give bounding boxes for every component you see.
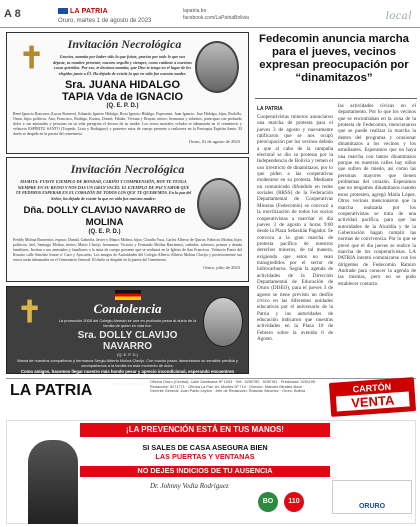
article-column-2: las actividades cívicas en el departamento. Por lo que los vecinos que se encontraban en la zona de la protesta de Fedecomin, mencionaron que se puede realizar la marcha la dentro del programa y ocasionar dinamitazos a los vecinos y los estudiantes. Esperamos que no haya una marcha con tantos dinamitazos porque en nuestras calles hay niños que sufren de miedo, así como las personas mayores que tienen problemas del corazón. Esperamos que no tengamos dinamitazos cuando estos protesten, agregó María López. Otros vecinos mencionaron que la marcha realizada por los cooperativistas se trata de una actividad pacífica, para que las autoridades de la Alcaldía y de la Gobernación hagan cumplir las normas de convivencia. Por lo que se prevé que el día jueves se realice la marcha de los cooperativistas. LA PATRIA intentó comunicarse con los dirigentes de Fedecomin Ramiro Andrade para conocer la agenda de las mismas, pero no se pudo establecer contacto. [338, 103, 416, 287]
rip-label: (Q. E. P. D.) [88, 229, 121, 235]
obituary-title: Invitación Necrológica [70, 162, 185, 176]
page-number: A 8 [4, 8, 21, 20]
obituary-body: Freddy Molina Barrientos, esposo; Dannil, Gabriela, Javier y Mauro Molina, hijos; Claudia Vaca, Carlos Alberto de Quiroz, Fabricio Molina, hijos políticos; Jael, Santiago Molina, nietos; Mario Clavijo, hermanos; Victoria y Fernando Molina Barrientos, cuñados; sobrinos, primos y demás familiares. Invitan a sus amistades y familiares a la misa de cuerpo presente que se realizará en la Iglesia de San Francisco. Velatorio Paseo del Rosario calle Sánchez Iriarte e/ Caro y Ayacucho. Los amigos de Autoridades del Colegio Alberto Alberto Molina Clavijo y posteriormente sus restos serán inhumados en el Cementerio General. El duelo se despide en la puerta del Cementerio. [13, 238, 242, 262]
obituary-verse: Gracias, mamita por haber sido la que fuiste, gracias por todo lo que nos dejaste, tu nombre presente, nuestro orgullo y siempre, como cuidaste a nuestras cosas queridas. Por eso, te decimos mamita, que Dios te tenga en el lugar de los elegidos junto a Él. Ha dejado de existir la que en vida fue nuestra madre. [53, 54, 192, 76]
school-crest-icon [115, 290, 141, 300]
condolence-date: Oruro, julio de 2023 [110, 380, 145, 386]
section-label: local [385, 8, 412, 22]
rip-label: (Q. E. P. D.) [106, 103, 139, 109]
condolence-title: Condolencia [93, 301, 162, 316]
social-link-web[interactable]: lapatria.bo [183, 8, 207, 14]
condolence-notice [6, 286, 249, 386]
footer-logo: LA PATRIA [10, 382, 93, 399]
issue-date: Oruro, martes 1 de agosto de 2023 [58, 18, 152, 24]
cross-icon: ✝ [17, 295, 43, 330]
obituary-verse: MAMITA: FUISTE EJEMPLO DE BONDAD, CARIÑO Y COMPRENSIÓN, HOY TE TENGA SIEMPRE EN SU REINO Y NOS DAS UN GRAN VACÍO. EL EJEMPLO DE PAZ Y AMOR QUE TE PEDIMOS ESPERAR EN EL CORAZÓN DE TODOS LOS QUE TE QUEREMOS. En la paz del Señor, ha dejado de existir la que en vida fue nuestra madre: [15, 179, 192, 201]
bo-logo-icon: BO [258, 492, 278, 512]
portrait-photo [197, 178, 241, 230]
obituary-title: Invitación Necrológica [67, 37, 182, 51]
deceased-name-2: TAPIA Vda de IGNACIO [61, 91, 183, 103]
venta-label: VENTA [336, 391, 410, 411]
article-column-1: Cooperativistas mineros anunciaron una marcha de protesta para el jueves 3 de agosto y nuevamente ratificaron que se nos ocupó preocupación por los vecinos debido a que al cabo de la campaña electoral se dio su protesta por la Independencia de Bolivia y temen el uso irrestricto de dinamitazos, por lo que piden a las cooperativas moderarse en su protesta. Mediante un comunicado difundido en redes sociales (RRSS) de la Federación Departamental de Cooperativas Mineras (Fedecomin) se convocó a la movilización de todos los socios cooperativistas a marchar el día jueves 3 de agosto a horas 9:00 desde la Plaza Sebastián Pagador. Se convoca a la gran marcha de protesta pacífica de nuestros derechos mineros, de tal manera, exigiendo que estos no sean transgredidos por el sector de hidrocarburos. Según la agenda de actividades de la Dirección Departamental de Educación de Oruro (DDEO), para el jueves 3 de agosto se tiene previsto un desfile cívico en las diferentes unidades educativas por el aniversario de la Patria y las autoridades de educación indicaron que nuestras actividades en la Plaza 10 de Febrero sobre la avenida 6 de Agosto. [257, 114, 333, 343]
portrait-photo [195, 41, 239, 93]
obituary-body: René Ignacio Ronceros (Lucas Romero), Eduardo Igancio Hidalgo, Rosa Ignacio Hidalgo, Esperanza, Juan Ignacio, Jose Hidalgo, hijos, Rodolfo, Omar, hijos políticos, Ana, Francisco, Rodrigo, Karina, Daniel, Fabián, Viviana y Brayan, nietos; hermanos y sobrinos, participan con profundo dolor a sus amistades y personas en su vida peregrina el deceso de su madre. Los restos mortales velados se inhumarán en el cementerio y velatorio ESPÍRITU SANTO (Tropedo, Lizia y Rodriguez) y posterior misa de cuerpo presente a realizarse en la Parroquia Espíritu Santo. El duelo se despide en la puerta del cementerio. [13, 112, 242, 136]
brand-logo: LA PATRIA [58, 8, 108, 15]
condolence-intro: La promoción 2008 del Colegio Alemán se une en profundo pesar al duelo de la familia de quien en vida fue: [58, 318, 197, 328]
gobernacion-logo: ORURO [332, 480, 412, 514]
rip-label: (Q. E. P. D.) [117, 352, 138, 357]
article-headline: Fedecomin anuncia marcha para el jueves, vecinos expresan preocupación por “dinamitazos” [258, 33, 410, 84]
social-links [183, 8, 249, 22]
ad-line-3: NO DEJES INDICIOS DE TU AUSENCIA [80, 466, 330, 477]
article-byline: LA PATRIA [257, 106, 283, 112]
cross-icon: ✝ [19, 41, 45, 76]
carton-label: CARTÓN [352, 381, 392, 395]
footer-info: Oficina Oruro (Central): Calle Zambrana Nº 1003 · Telf.: 5250780 · 5250781 · Publicidad: 5251195 · Redacción: 5271771 · Oficina La Paz: Av. Montes Nº 714 · Director: Marcelo Miralles Bové · Gerente General: Juan Pablo Leyton · Jefe de Redacción: Rolando Sánchez · Oruro, Bolivia [150, 380, 318, 394]
condolence-text: Mamá de nuestros compañeros y hermanos Sergio Alberto Molina Clavijo. Con mucho pesar, lamentamos su sensible pérdida y acompañamos a la familia en este momento de dolor. [17, 358, 238, 368]
obituary-card-1 [6, 32, 249, 154]
obituary-place-date: Oruro, 01 de agosto de 2023 [188, 139, 240, 144]
carton-venta-ad[interactable] [329, 377, 416, 417]
deceased-name: Sra. DOLLY CLAVIJO NAVARRO [77, 330, 178, 352]
ad-banner: ¡LA PREVENCIÓN ESTÁ EN TUS MANOS! [80, 423, 330, 437]
social-link-facebook[interactable]: facebook.com/LaPatriaBolivia [183, 15, 249, 21]
obituary-card-2 [6, 157, 249, 282]
emergency-number: 110 [284, 492, 304, 512]
deceased-name-1: Sra. JUANA HIDALGO [64, 79, 181, 91]
ad-signature: Dr. Johnny Vedia Rodríguez [150, 482, 229, 490]
portrait-photo [203, 297, 243, 347]
headline-divider [255, 98, 417, 99]
deceased-name: Dña. DOLLY CLAVIJO NAVARRO de MOLINA [23, 205, 186, 228]
ad-line-2: LAS PUERTAS Y VENTANAS [155, 452, 255, 461]
ad-line-1: SI SALES DE CASA ASEGURA BIEN [142, 443, 268, 452]
official-portrait [28, 440, 78, 524]
obituary-place-date: Oruro, julio de 2023 [203, 265, 240, 270]
condolence-message: Como amigos, hacemos llegar nuestro más hondo pesar y aprecio incondicional, esperando encuentren consuelo en la vida eterna y memorias de una persona tan querida por todos [20, 369, 235, 380]
